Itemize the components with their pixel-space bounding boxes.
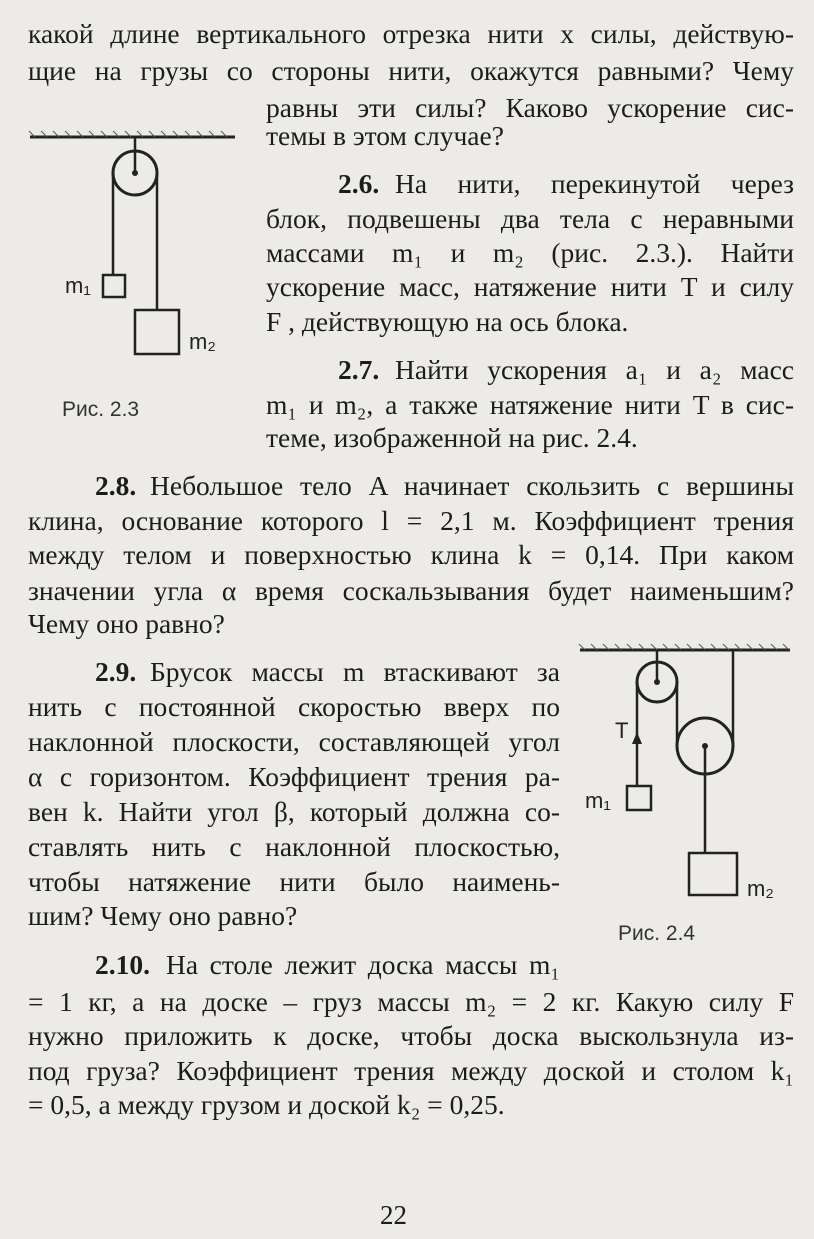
intro-line-2: щие на грузы со стороны нити, окажутся равными? Чему bbox=[28, 55, 794, 86]
problem-2-10-line: На столе лежит доска массы m₁ bbox=[166, 949, 560, 980]
problem-2-8-line: Небольшое тело A начинает скользить с вершины bbox=[150, 470, 794, 501]
problem-2-6-line: На нити, перекинутой через bbox=[395, 168, 794, 199]
problem-2-6-line: блок, подвешены два тела с неравными bbox=[266, 203, 794, 234]
problem-2-9-line: α с горизонтом. Коэффициент трения ра- bbox=[28, 761, 560, 792]
problem-2-8-line: значении угла α время соскальзывания будет наименьшим? bbox=[28, 575, 794, 606]
problem-2-7-line: m₁ и m₂, а также натяжение нити T в сис- bbox=[266, 389, 794, 420]
problem-2-6-line: ускорение масс, натяжение нити T и силу bbox=[266, 271, 794, 302]
problem-2-8-line: Чему оно равно? bbox=[28, 608, 225, 639]
problem-2-8-number: 2.8. bbox=[95, 470, 137, 501]
problem-2-9-line: чтобы натяжение нити было наимень- bbox=[28, 866, 560, 897]
problem-2-6-number: 2.6. bbox=[338, 168, 380, 199]
problem-2-9-number: 2.9. bbox=[95, 656, 137, 687]
problem-2-7-line: теме, изображенной на рис. 2.4. bbox=[266, 422, 638, 453]
problem-2-8-line: между телом и поверхностью клина k = 0,14. При каком bbox=[28, 539, 794, 570]
problem-2-6-line: F , действующую на ось блока. bbox=[266, 306, 629, 337]
problem-2-9-line: шим? Чему оно равно? bbox=[28, 900, 298, 931]
intro-line-3: равны эти силы? Каково ускорение сис- bbox=[266, 92, 794, 123]
mass-m1-block bbox=[103, 275, 125, 297]
problem-2-9-line: вен k. Найти угол β, который должна со- bbox=[28, 796, 560, 827]
figure-2-4-caption: Рис. 2.4 bbox=[618, 922, 696, 945]
page-number: 22 bbox=[380, 1200, 407, 1230]
label-T: T bbox=[615, 718, 629, 743]
problem-2-6-line: массами m₁ и m₂ (рис. 2.3.). Найти bbox=[266, 237, 794, 268]
problem-2-9-line: Брусок массы m втаскивают за bbox=[150, 656, 560, 687]
intro-line-4: темы в этом случае? bbox=[266, 120, 504, 151]
problem-2-9-line: наклонной плоскости, составляющей угол bbox=[28, 726, 560, 757]
problem-2-8-line: клина, основание которого l = 2,1 м. Коэффициент трения bbox=[28, 505, 794, 536]
figure-2-3-caption: Рис. 2.3 bbox=[62, 398, 140, 421]
problem-2-10-line: = 1 кг, а на доске – груз массы m₂ = 2 кг. Какую силу F bbox=[28, 986, 794, 1017]
tension-arrow bbox=[632, 732, 642, 744]
label-m2: m₂ bbox=[189, 329, 216, 354]
label-m1: m₁ bbox=[65, 273, 91, 298]
intro-line-1: какой длине вертикального отрезка нити x силы, действую- bbox=[28, 18, 794, 49]
label-m1: m₁ bbox=[585, 788, 611, 813]
problem-2-9-line: ставлять нить с наклонной плоскостью, bbox=[28, 831, 560, 862]
problem-2-7-line: Найти ускорения a₁ и a₂ масс bbox=[395, 354, 794, 385]
mass-m2-block bbox=[689, 853, 737, 895]
figure-2-3 bbox=[25, 125, 250, 375]
problem-2-10-line: под груза? Коэффициент трения между доской и столом k₁ bbox=[28, 1055, 794, 1086]
problem-2-10-line: нужно приложить к доске, чтобы доска выскользнула из- bbox=[28, 1020, 794, 1051]
problem-2-10-line: = 0,5, а между грузом и доской k₂ = 0,25. bbox=[28, 1089, 505, 1120]
problem-2-7-number: 2.7. bbox=[338, 354, 380, 385]
figure-2-4 bbox=[575, 638, 805, 903]
mass-m1-block bbox=[627, 786, 651, 810]
problem-2-10-number: 2.10. bbox=[95, 949, 150, 980]
problem-2-9-line: нить с постоянной скоростью вверх по bbox=[28, 691, 560, 722]
label-m2: m₂ bbox=[747, 876, 774, 901]
mass-m2-block bbox=[135, 310, 179, 354]
